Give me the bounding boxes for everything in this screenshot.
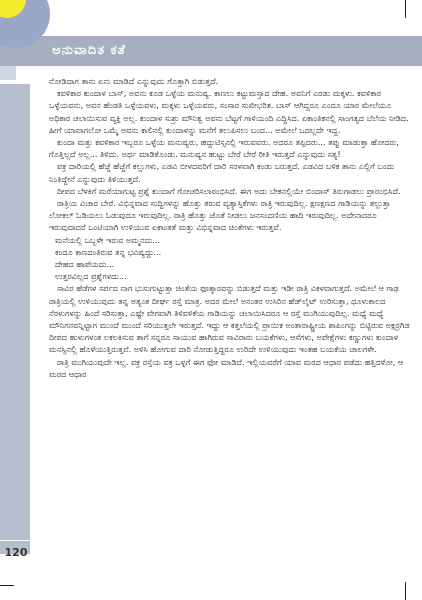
- page-number: 120: [4, 546, 28, 559]
- paragraph: ರಾತ್ರಿ ಮುಗಿಯುವುದೇ ಇಲ್ಲ. ವಕ್ರ ರಸ್ತೆಯ ವಕ್ರ ಒಳ್ಳಗೆ ಈಗ ಫೋ ಮಾಡಿದೆ. ಇಲ್ಲಿಯವರೆಗೆ ಯಾವ ಮರದ ಆಧಾರ ಪಡೆದು ಹತ್ತಿದಳೋ, ಆ ಮರದ ಆಧಾರ: [49, 356, 404, 379]
- sidebar-band: [0, 84, 30, 554]
- body-text: [49, 75, 411, 380]
- paragraph: ದೀಪದ ಬೆಳಕಿಗೆ ಮರೆಯಾಗುಟ್ಟ ಪ್ರಶ್ನೆ ಕುಂದಾಗೆ ಗೋಚರಿಸಲಾರಂಭಿಸಿದೆ. ಈಗ ಅದು ಬೇಕನಲ್ಲಿಯೇ ಬಿಂದಾಸ್ ತಿರುಗಾಡಲು ಪ್ರಾರಂಭಿಸಿದೆ.: [57, 185, 401, 196]
- paragraph: ರಾತ್ರಿಯ ವಿಚಾರ ಬೇರೆ. ವಿಭಿನ್ನವಾದ ಸುದ್ದಿಗಳನ್ನು ಹೊತ್ತು ತರುವ ವ್ಯತ್ಯಾಸ್ತಿಕೆಗಳು ರಾತ್ರಿ ಇರುವುದಿಲ್ಲ. ಕ್ಷಣಕ್ಷಣದ ಗಾಡಿಯನ್ನು ತಲ್ಪುತ್ತಾ ಲೋಕಲ್ ಓಡಿಯಲು ಓಡುವುದೂ ಇರುವುದಿಲ್ಲ. ರಾತ್ರಿ ಹೊತ್ತು ಜೊತೆ ನೀಡಲು ಜನಸಂದಣಿಯ ಹಾದಿ ಇರುವುದಿಲ್ಲ. ಅದೇನಾದರೂ ಇರುವುದಾದರೆ ಒಂಟಿಯಾಗಿ ಉಳಿಯುವ ಏಕಾಂತತೆ ಮತ್ತು ವಿಭಿನ್ನವಾದ ಚಿಂತೆಗಳು ಇರುತ್ತವೆ.: [49, 198, 391, 233]
- paragraph: ಸಾವಿರ ಹೆಡೆಗಳ ಸರ್ಪದ ನಾಗ ಭುಸುಗುಟ್ಟುತ್ತಾ ಚಿಂತೆಯ ಫೂತ್ಕಾರವನ್ನು ಬಿಡುತ್ತದೆ ಮತ್ತು ಇಡೀ ರಾತ್ರಿ ವಿಕಳವಾಗುತ್ತದೆ. ಅಮೇಲೆ ಆ ಗಾಢ ರಾತ್ರಿಯಲ್ಲಿ ಉಳಿಯುವುದು ತನ್ನ ಅತ್ಯಂತ ದೀರ್ಘ ರಸ್ತೆ ಮಾತ್ರ. ಅದರ ಮೇಲೆ ಅನಂತರ ಉಸಿರಿನ ಹೆಡ್‌ಲೈಟ್ ಉರಿಸುತ್ತಾ, ಧೂಳುಕಾಲದ ನೆರಳುಗಳನ್ನು ಹಿಂದೆ ಸರಿಸುತ್ತಾ, ಎಷ್ಟೇ ವೇಗವಾಗಿ ತಿಳಿವಳಿಕೆಯ ಗಾಡಿಯನ್ನು ಚಲಾಯಿಸಿದರೂ ಆ ರಸ್ತೆ ಮುಗಿಯುವುದಿಲ್ಲ. ಮಧ್ಯೆ ಮಧ್ಯೆ ಮೌನಿಗನವನ್ನಿಟ್ಟಾಗ ಮುಂದೆ ಮುಂದೆ ಸರಿಯುತ್ತಲೇ ಇರುತ್ತದೆ. ಇದ್ದು ಆ ಕತ್ತಲೆಯಲ್ಲಿ ಪ್ರಾಯಿಕ ಅಂತಾರಾಷ್ಟ್ರೀಯ ಶಾಪಿಂಗನ್ನು ಬಿಟ್ಟಿರುವ ಅಕ್ಷರ್ರಗಿಡ ದೀಪದ ಹುಳುಗಳಂತ ಲಕಲಕಿಸುವ ತಾಗೆ ಸನ್ನರೂ ಸಾಯುವ ಹಾಗಿರುವ ಸಾವಿರಾರು ಬಯಕೆಗಳು, ಆಸೆಗಳು, ಅಪೇಕ್ಷೆಗಳು ಕಣ್ಣುಗಳು ಕುಂದಾಳ ಮನಸ್ಸಿನಲ್ಲಿ ಹೊಳೆಯುತ್ತಿರುತ್ತವೆ. ಅಳಿಸಿ ಹೋಗುವ ದಾರಿ ನೋಡುತ್ತಿದ್ದರೂ ಉರಿದೇ ಉಳಿಯುವುದು ಇಂತಹ ಬಯಕೆಯ ಚಾಲಗಳೇ.: [49, 283, 410, 355]
- section-title: ಅನುವಾದಿತ ಕತೆ: [52, 43, 126, 58]
- header-decoration-yellow-circle: [0, 0, 26, 18]
- poem-block: [55, 234, 411, 283]
- poem-line: ಮನೆಯಲ್ಲಿ ಒಬ್ಬಳೇ ಇರುವ ಅಮ್ಮನದು...: [55, 234, 161, 245]
- paragraph: ನೋಡಿದಾಗ ತಾನು ಏನು ಮಾಡಿದೆ ಎನ್ನುವುದು ಗೊತ್ತಾಗಿ ಬಿಡುತ್ತದೆ.: [49, 76, 219, 86]
- paragraph: ಕವಳಿಕಾರ ಕುಂದಾಳ ಬಾಸ್, ಅವನು ಕೂಡ ಒಳ್ಳೆಯ ಮನುಷ್ಯ. ಕಾಣಲು ಕಟ್ಟುಮಸ್ತಾದ ದೇಹ. ಅವನಿಗೆ ಎರಡು ಮಕ್ಕಳು. ಕವಳಿಕಾರ ಒಳ್ಳೆಯವನು, ಅವನ ಹೆಂಡತಿ ಒಳ್ಳೆಯವಳು, ಮಕ್ಕಳು ಒಳ್ಳೆಯವರು, ಸಂಸಾರ ಸುಖೀಭರಿತ. ಬಾಸ್ ಆಗಿದ್ದರೂ ಎಂದೂ ಯಾರ ಮೇಲೆಯೂ ಅಧಿಕಾರ ಚಲಾಯಿಸುವ ವ್ಯಕ್ತಿ ಅಲ್ಲ. ಕುಂದಾಳ ಸುಶ್ರು ಮೌನಿತ್ವ ಅವನು ಬೆಟ್ಟಗೆ ಗಾಳಿಯಂದಿ ಎದ್ದಿಸಿದ. ಏಕಾಂತಿಕನಲ್ಲಿ ಸಾಂಗತ್ಯದ ಬೆಲೆಯ ನೀಡಿದ. ಹೀಗೆ ಯಾವಾಗಲೋ ಒಮ್ಮೆ ಅವನು ಕಾಲಿನಲ್ಲಿ ಕುಂದಾಳನ್ನು ಮನೆಗೆ ತಲುಪಿಸಲು ಬಂದ... ಅಮೇಲೆ ಒದಲ್ಲದೇ ಇದ್ದ.: [49, 88, 409, 135]
- crop-mark-bottom: [405, 582, 406, 600]
- crop-mark-left-bottom: [0, 585, 14, 586]
- paragraph: ವಕ್ರ ದಾರಿಯಲ್ಲಿ ಹೆಜ್ಜೆ ಹೆಜ್ಜೆಗೆ ಕಲ್ಲುಗಳು, ಎಡವಿ ಬೀಳದವರಿಗೆ ದಾರಿ ಸರಳವಾಗಿ ಕಂಡು ಬರುತ್ತದೆ. ಎಡವಿದ ಬಳಿಕ ತಾನು ಎಲ್ಲಿಗೆ ಬಂದು ನಿಂತಿದ್ದೇನೆ ಎನ್ನುವುದು ತಿಳಿಯುತ್ತದೆ.: [49, 161, 395, 184]
- poem-line: ದೇಹದ ಹಾಪೆಯದು...: [55, 259, 115, 270]
- poem-line: ಉತ್ತರವಿಲ್ಲದ ಪ್ರಶ್ನೆಗಳದು...: [55, 271, 127, 282]
- poem-line: ಕಂದೂ ಕಾಣದಂತಿರುವ ತನ್ನ ಭವಿಷ್ಯದ್ದು...: [55, 246, 162, 257]
- sidebar-divider: [0, 540, 30, 541]
- crop-mark-top: [405, 0, 406, 18]
- paragraph: ಕುಂದಾ ಮತ್ತು ಕವಳಿಕಾರ ಇಬ್ಬರೂ ಒಳ್ಳೆಯ ಮನುಷ್ಯರು, ಹದ್ದುಟಿಸ್ಸನಲ್ಲಿ ಇರುವವರು. ಅದರೂ ತಪ್ಪಿದರು... ತಪ್ಪು ಮಾಡುತ್ತಾ ಹೋದರು, ಗೊತ್ತಿಲ್ಲದೆ ಅಲ್ಲ... ತಿಳಿದು. ಅರ್ಥ ಮಾಡಿಕೊಂಡು. ಮನುಷ್ಯನ ಹುಟ್ಟು ಬೇರೆ ಬೇರೆ ರೀತಿ ಇರುತ್ತದೆ ಎನ್ನುವುದು ಸತ್ಯ!: [49, 137, 399, 160]
